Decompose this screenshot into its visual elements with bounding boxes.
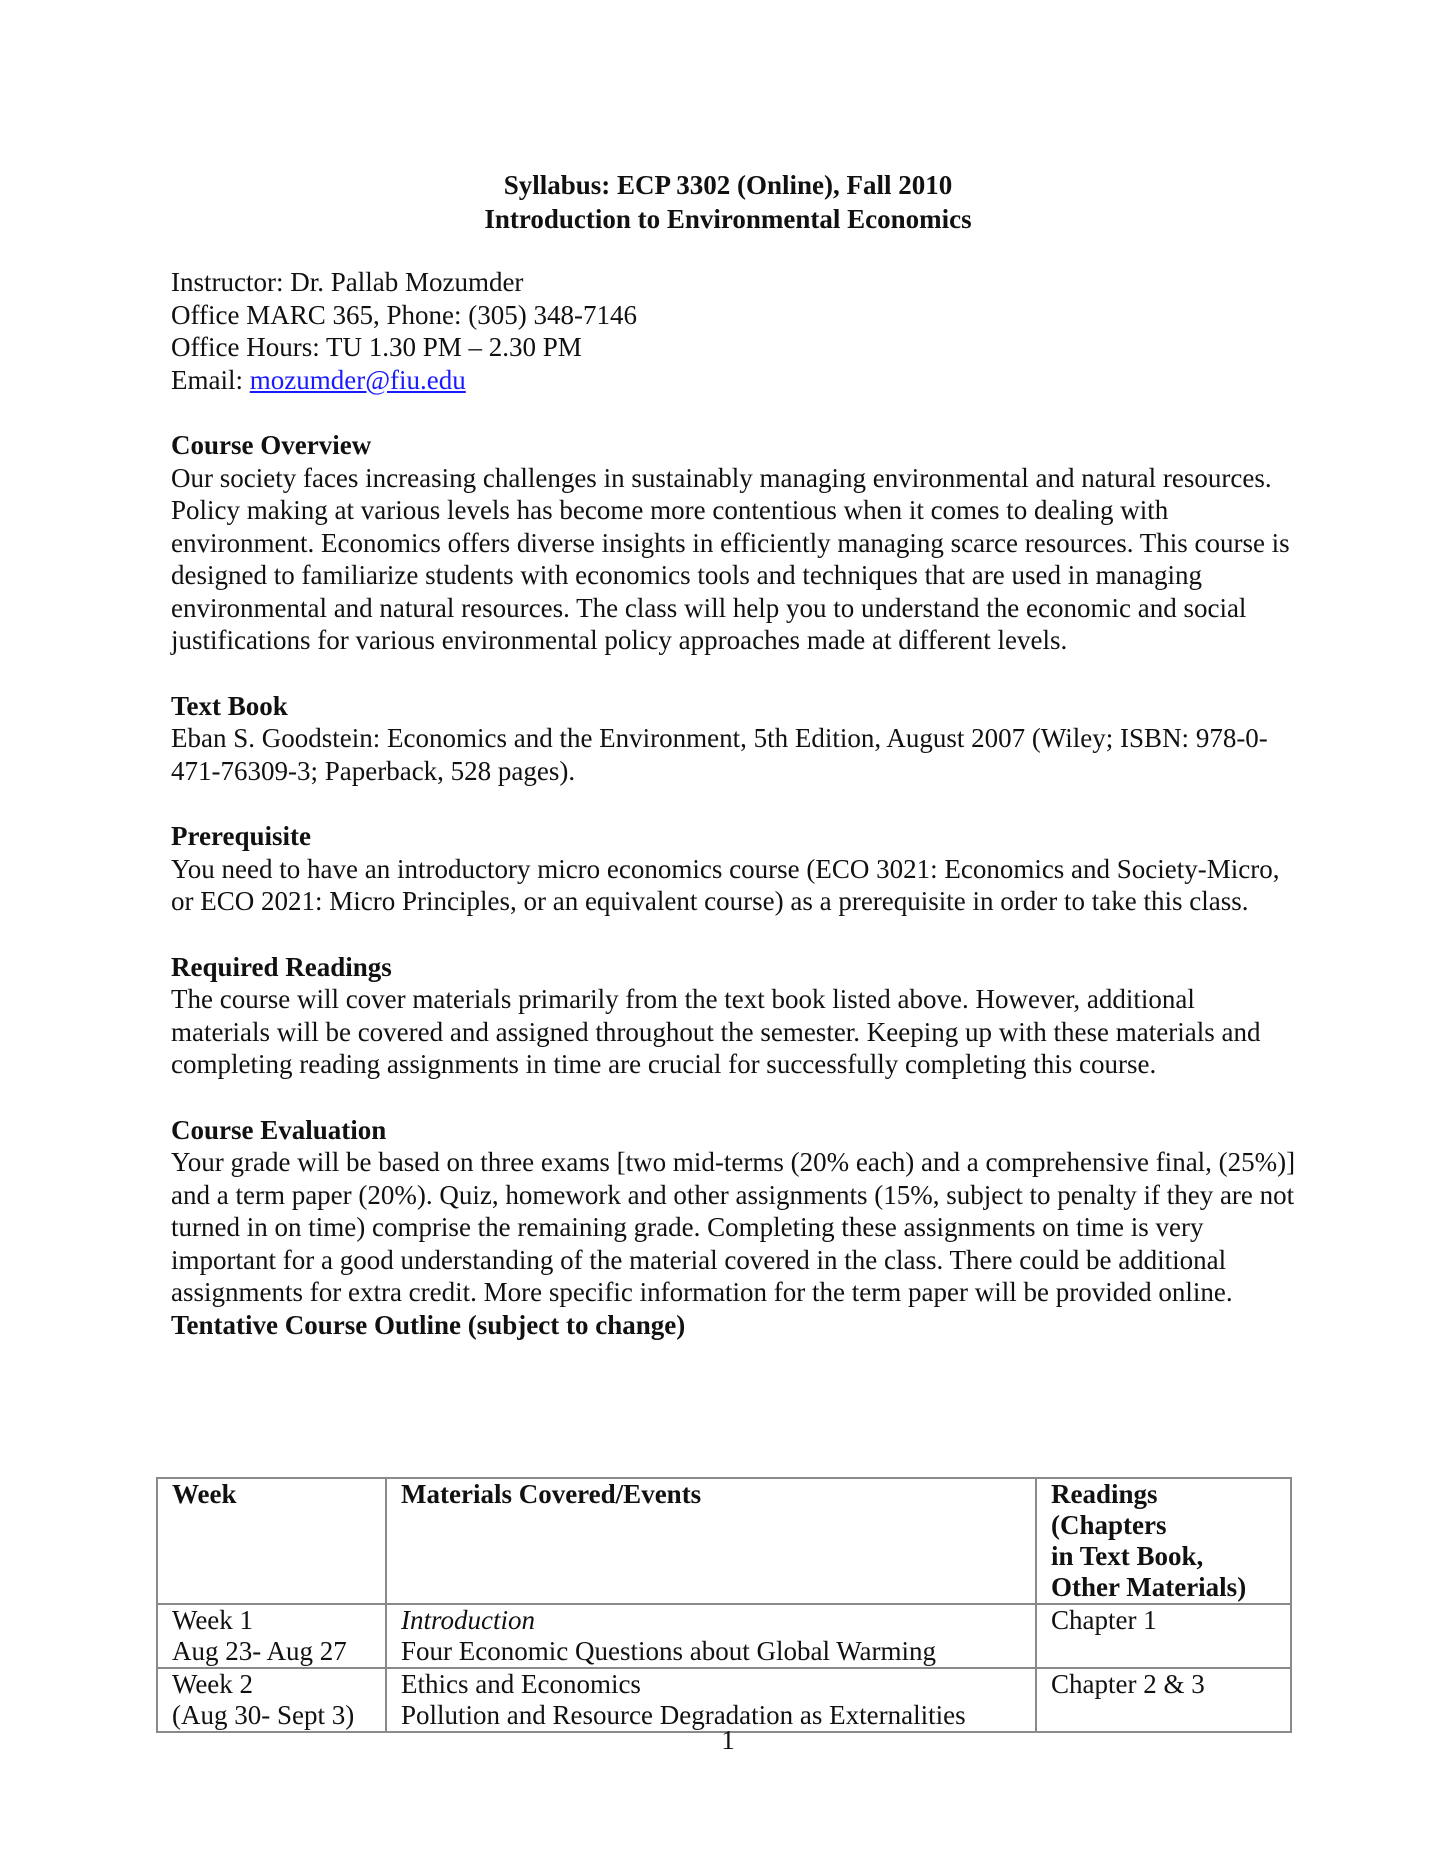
document-body [171,266,1297,1341]
readings-cell: Chapter 2 & 3 [1036,1668,1291,1732]
email-line [171,364,1297,397]
section-heading: Course Overview [171,430,372,460]
instructor-name: Instructor: Dr. Pallab Mozumder [171,267,524,297]
section-body: The course will cover materials primarily from the text book listed above. However, additional materials will be covered and assigned throughout the semester. Keeping up with these materials and completing reading assignments in time are crucial for successfully completing this course. [171,984,1261,1079]
column-header-week: Week [157,1478,386,1604]
section-heading: Prerequisite [171,821,311,851]
week-cell [157,1604,386,1668]
materials-cell [386,1668,1036,1732]
section-prerequisite [171,820,1297,918]
section-heading: Required Readings [171,951,392,982]
week-label: Week 1 [172,1605,254,1635]
table-row [157,1668,1291,1732]
course-subtitle: Introduction to Environmental Economics [484,204,972,234]
section-body: Your grade will be based on three exams [two mid-terms (20% each) and a comprehensive final, (25%)] and a term paper (20%). Quiz, homework and other assignments (15%, subject to penalty if they are not turned in on time) comprise the remaining grade. Completing these assignments on time is very important for a good understanding of the material covered in the class. There could be additional assignments for extra credit. More specific information for the term paper will be provided online. [171,1147,1296,1307]
material-topic: Ethics and Economics [401,1669,641,1699]
office-phone: Office MARC 365, Phone: (305) 348-7146 [171,299,637,330]
email-label: Email: [171,364,250,395]
material-topic: Introduction [401,1605,535,1635]
week-label: Week 2 [172,1669,254,1699]
material-topic: Four Economic Questions about Global Warming [401,1636,937,1666]
section-body: Eban S. Goodstein: Economics and the Environment, 5th Edition, August 2007 (Wiley; ISBN: 978-0-471-76309-3; Paperback, 528 pages). [171,723,1268,786]
section-body: You need to have an introductory micro economics course (ECO 3021: Economics and Society-Micro, or ECO 2021: Micro Principles, or an equivalent course) as a prerequisite in order to take this class. [171,853,1280,916]
section-heading: Text Book [171,690,288,721]
week-dates: Aug 23- Aug 27 [172,1636,347,1666]
office-hours: Office Hours: TU 1.30 PM – 2.30 PM [171,332,582,362]
column-header-readings-line: Other Materials) [1051,1572,1247,1602]
section-text-book [171,690,1297,788]
document-title [0,168,1456,236]
course-title: Syllabus: ECP 3302 (Online), Fall 2010 [503,170,953,200]
readings-cell: Chapter 1 [1036,1604,1291,1668]
email-link[interactable]: mozumder@fiu.edu [249,364,466,395]
column-header-readings [1036,1478,1291,1604]
materials-cell [386,1604,1036,1668]
section-course-overview [171,429,1297,657]
instructor-info [171,266,1297,396]
section-heading: Course Evaluation [171,1114,387,1145]
week-dates: (Aug 30- Sept 3) [172,1700,355,1730]
outline-heading: Tentative Course Outline (subject to change) [171,1309,686,1340]
column-header-readings-line: in Text Book, [1051,1541,1204,1571]
course-outline-table [156,1477,1292,1733]
column-header-readings-line: Readings (Chapters [1051,1479,1167,1540]
section-course-evaluation [171,1114,1297,1309]
table-row [157,1604,1291,1668]
column-header-materials: Materials Covered/Events [386,1478,1036,1604]
material-topic: Pollution and Resource Degradation as Externalities [401,1700,966,1730]
section-body: Our society faces increasing challenges in sustainably managing environmental and natural resources. Policy making at various levels has become more contentious when it comes to dealing with environment. Economics offers diverse insights in efficiently managing scarce resources. This course is designed to familiarize students with economics tools and techniques that are used in managing environmental and natural resources. The class will help you to understand the economic and social justifications for various environmental policy approaches made at different levels. [171,462,1290,655]
section-required-readings [171,951,1297,1081]
week-cell [157,1668,386,1732]
page-number: 1 [721,1725,735,1755]
table-header-row [157,1478,1291,1604]
